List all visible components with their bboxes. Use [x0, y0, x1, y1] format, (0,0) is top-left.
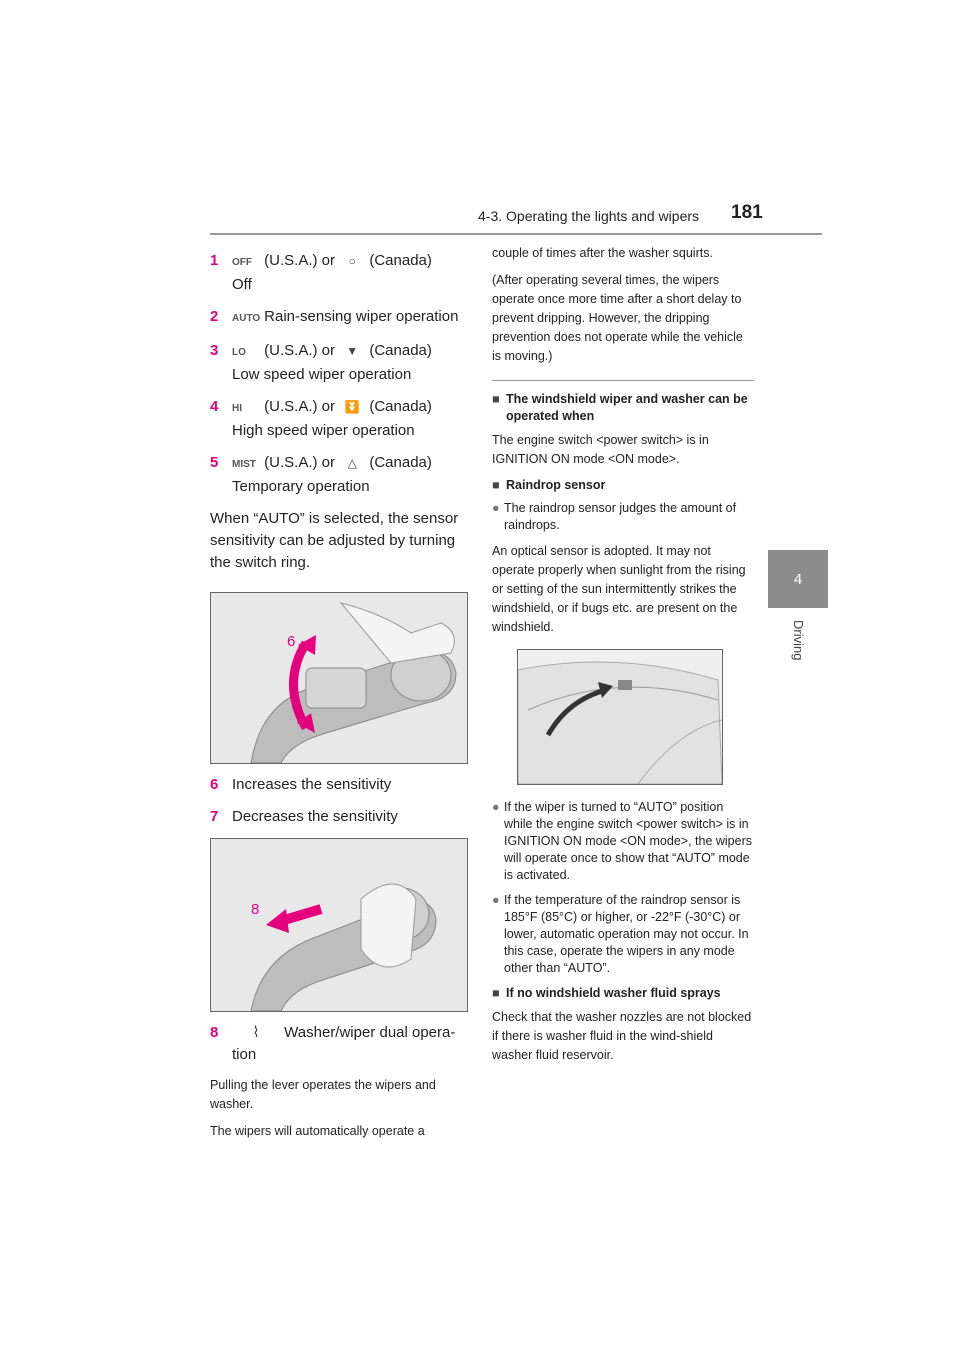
figure-sensitivity-ring: [210, 592, 468, 764]
heading-text: If no windshield washer fluid sprays: [506, 986, 721, 1000]
item-description: Decreases the sensitivity: [232, 808, 398, 825]
section-body: The engine switch <power switch> is in IGNITION ON mode <ON mode>.: [492, 433, 709, 466]
circle-bullet-icon: ●: [492, 893, 500, 907]
windshield-illustration: [518, 650, 722, 784]
item-number: 8: [210, 1024, 219, 1041]
double-chevron-down-icon: ⏬: [344, 400, 360, 414]
lever-illustration: [211, 593, 467, 763]
item-description: Temporary operation: [232, 478, 370, 495]
bullet-text: If the wiper is turned to “AUTO” position while the engine switch <power switch> is in IGNITION ON mode <ON mode>, the wipers will operate once to show that “AUTO” mode is activated.: [504, 800, 752, 882]
section-divider: [492, 380, 754, 381]
off-canada-icon: ○: [348, 254, 356, 268]
figure-windshield-sensor: [517, 649, 723, 785]
square-bullet-icon: ■: [492, 478, 500, 492]
lever-pull-illustration: [211, 839, 467, 1011]
item-label: (Canada): [369, 454, 432, 471]
list-item: [210, 396, 468, 442]
list-item: [210, 306, 468, 330]
pull-note: Pulling the lever operates the wipers and washer.: [210, 1078, 436, 1111]
section-body: An optical sensor is adopted. It may not operate properly when sunlight from the rising or setting of the sun intermittently strikes the windshield, or if bugs etc. are present on the windshield.: [492, 544, 746, 634]
figure-washer-pull: [210, 838, 468, 1012]
item-label: (U.S.A.) or: [264, 342, 336, 359]
section-heading: [492, 391, 754, 425]
item-number: 4: [210, 398, 219, 415]
circle-bullet-icon: ●: [492, 800, 500, 814]
item-label: (Canada): [369, 398, 432, 415]
item-number: 5: [210, 454, 219, 471]
bullet-text: If the temperature of the raindrop sensor is 185°F (85°C) or higher, or -22°F (-30°C) or lower, automatic operation may not occur. In this case, operate the wipers in any mode other than “AUTO”.: [504, 893, 749, 975]
list-item: [210, 340, 468, 386]
list-item: [210, 806, 468, 828]
item-description: Low speed wiper operation: [232, 366, 412, 383]
auto-note: When “AUTO” is selected, the sensor sensitivity can be adjusted by turning the switch ring.: [210, 510, 459, 571]
right-column: [492, 244, 754, 1073]
chapter-label: Driving: [791, 620, 806, 661]
callout-7: 7: [299, 715, 308, 732]
item-description: Washer/wiper dual opera- tion: [232, 1024, 456, 1063]
circle-bullet-icon: ●: [492, 501, 500, 515]
washer-wiper-icon: ⌇: [252, 1024, 260, 1041]
section-body: Check that the washer nozzles are not blocked if there is washer fluid in the wind-shield washer fluid reservoir.: [492, 1010, 752, 1062]
auto-operate-note: The wipers will automatically operate a: [210, 1124, 425, 1138]
mist-icon: MIST: [232, 459, 256, 470]
continued-text: couple of times after the washer squirts.: [492, 246, 713, 260]
square-bullet-icon: ■: [492, 392, 500, 406]
item-description: Off: [232, 276, 252, 293]
heading-text: The windshield wiper and washer can be operated when: [506, 392, 748, 423]
hi-icon: HI: [232, 403, 242, 414]
item-label: (U.S.A.) or: [264, 398, 336, 415]
section-title: 4-3. Operating the lights and wipers: [478, 208, 700, 224]
callout-6: 6: [287, 633, 296, 650]
bullet-text: The raindrop sensor judges the amount of raindrops.: [504, 501, 737, 532]
heading-text: Raindrop sensor: [506, 478, 606, 492]
item-number: 1: [210, 252, 219, 269]
chapter-tab[interactable]: 4: [768, 550, 828, 608]
after-note: (After operating several times, the wipers operate once more time after a short delay to prevent dripping. However, the dripping prevention does not operate while the vehicle is moving.): [492, 273, 743, 363]
item-label: (U.S.A.) or: [264, 252, 336, 269]
page-number: 181: [731, 202, 763, 223]
bullet-item: [492, 892, 754, 977]
item-number: 6: [210, 776, 219, 793]
section-heading: [492, 985, 754, 1002]
section-heading: [492, 477, 754, 494]
list-item: [210, 452, 468, 498]
item-description: High speed wiper operation: [232, 422, 415, 439]
bullet-item: [492, 500, 754, 534]
item-description: Increases the sensitivity: [232, 776, 392, 793]
item-number: 3: [210, 342, 219, 359]
bullet-item: [492, 799, 754, 884]
list-item: [210, 250, 468, 296]
square-bullet-icon: ■: [492, 986, 500, 1000]
item-label: (U.S.A.) or: [264, 454, 336, 471]
list-item: [210, 774, 468, 796]
callout-8: 8: [251, 901, 260, 918]
triangle-up-icon: △: [347, 456, 357, 470]
item-number: 2: [210, 308, 219, 325]
header-divider: [210, 233, 822, 235]
item-description: Rain-sensing wiper operation: [264, 308, 459, 325]
auto-icon: AUTO: [232, 313, 261, 324]
item-label: (Canada): [369, 252, 432, 269]
off-icon: OFF: [232, 257, 252, 268]
item-number: 7: [210, 808, 219, 825]
triangle-down-icon: ▼: [346, 344, 359, 358]
lo-icon: LO: [232, 347, 246, 358]
list-item: [210, 1022, 468, 1066]
item-label: (Canada): [369, 342, 432, 359]
left-column: [210, 250, 468, 1149]
